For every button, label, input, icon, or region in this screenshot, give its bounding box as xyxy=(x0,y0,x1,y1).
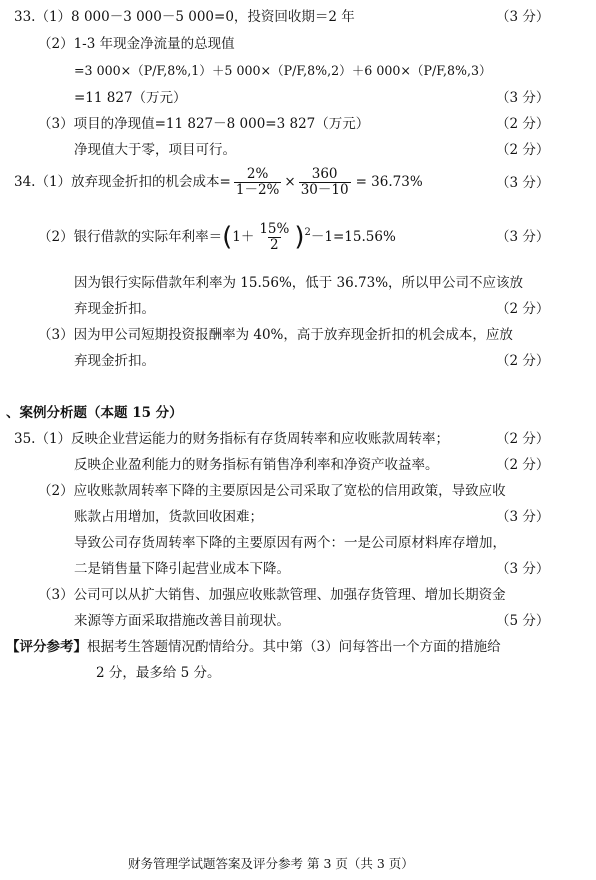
fraction-numerator: 2% xyxy=(246,165,269,182)
q35-line-5: 导致公司存货周转率下降的主要原因有两个：一是公司原材料库存增加， xyxy=(74,535,506,551)
q35-line-7: （3）公司可以从扩大销售、加强应收账款管理、加强存货管理、增加长期资金 xyxy=(38,587,506,603)
q34-line-5: （3）因为甲公司短期投资报酬率为 40%，高于放弃现金折扣的机会成本，应放 xyxy=(38,327,513,343)
close-paren: ) xyxy=(294,222,305,252)
q34-score-1: （3 分） xyxy=(496,175,550,191)
q35-score-1: （2 分） xyxy=(496,431,550,447)
fraction-days xyxy=(299,167,351,198)
q35-line-3: （2）应收账款周转率下降的主要原因是公司采取了宽松的信用政策，导致应收 xyxy=(38,483,506,499)
fraction-denominator: 1－2% xyxy=(235,181,280,198)
scoring-note xyxy=(6,638,501,656)
q33-score-6: （2 分） xyxy=(496,142,550,158)
fraction-discount xyxy=(234,167,282,198)
exponent: 2 xyxy=(304,227,311,238)
fraction-numerator: 15% xyxy=(259,220,290,237)
fraction-denominator: 30－10 xyxy=(300,181,349,198)
one-plus: 1＋ xyxy=(232,229,255,245)
q34-line-4: 弃现金折扣。 xyxy=(74,301,155,317)
q34-line-2-result: －1=15.56% xyxy=(310,229,396,245)
scoring-note-line-2: 2 分，最多给 5 分。 xyxy=(96,665,221,681)
page-footer: 财务管理学试题答案及评分参考 第 3 页（共 3 页） xyxy=(128,856,414,871)
fraction-rate xyxy=(257,222,291,253)
q33-line-4: =11 827（万元） xyxy=(74,90,187,106)
q33-score-1: （3 分） xyxy=(496,9,550,25)
q35-line-4: 账款占用增加，货款回收困难； xyxy=(74,509,263,525)
q34-line-1-result: = 36.73% xyxy=(355,174,423,190)
q35-line-6: 二是销售量下降引起营业成本下降。 xyxy=(74,561,290,577)
q34-score-6: （2 分） xyxy=(496,353,550,369)
q34-score-4: （2 分） xyxy=(496,301,550,317)
q34-line-1 xyxy=(14,164,423,200)
q35-score-6: （3 分） xyxy=(496,561,550,577)
q33-line-3: =3 000×（P/F,8%,1）＋5 000×（P/F,8%,2）＋6 000×（P/F,8%,3） xyxy=(74,63,492,78)
q35-score-4: （3 分） xyxy=(496,509,550,525)
scoring-note-text: 根据考生答题情况酌情给分。其中第（3）问每答出一个方面的措施给 xyxy=(87,639,501,655)
q34-line-6: 弃现金折扣。 xyxy=(74,353,155,369)
q35-score-8: （5 分） xyxy=(496,613,550,629)
q35-score-2: （2 分） xyxy=(496,457,550,473)
q35-line-1: 35.（1）反映企业营运能力的财务指标有存货周转率和应收账款周转率； xyxy=(14,431,450,447)
section-heading: 、案例分析题（本题 15 分） xyxy=(6,405,183,421)
q35-line-8: 来源等方面采取措施改善目前现状。 xyxy=(74,613,290,629)
q33-line-2: （2）1-3 年现金净流量的总现值 xyxy=(38,36,235,52)
q34-score-2: （3 分） xyxy=(496,229,550,245)
q34-line-2-prefix: （2）银行借款的实际年利率＝ xyxy=(38,229,223,245)
q34-line-2 xyxy=(38,216,396,258)
q34-line-3: 因为银行实际借款年利率为 15.56%，低于 36.73%，所以甲公司不应该放 xyxy=(74,275,524,291)
fraction-numerator: 360 xyxy=(311,165,338,182)
q35-line-2: 反映企业盈利能力的财务指标有销售净利率和净资产收益率。 xyxy=(74,457,439,473)
scoring-note-label: 【评分参考】 xyxy=(6,639,87,655)
q34-line-1-prefix: 34.（1）放弃现金折扣的机会成本= xyxy=(14,174,231,190)
q33-line-6: 净现值大于零，项目可行。 xyxy=(74,142,236,158)
q33-score-4: （3 分） xyxy=(496,90,550,106)
fraction-denominator: 2 xyxy=(270,236,279,253)
times-sign: × xyxy=(284,174,296,190)
open-paren: ( xyxy=(222,222,233,252)
q33-score-5: （2 分） xyxy=(496,116,550,132)
q33-line-5: （3）项目的净现值=11 827－8 000=3 827（万元） xyxy=(38,116,370,132)
q33-line-1: 33.（1）8 000－3 000－5 000=0，投资回收期＝2 年 xyxy=(14,9,355,25)
